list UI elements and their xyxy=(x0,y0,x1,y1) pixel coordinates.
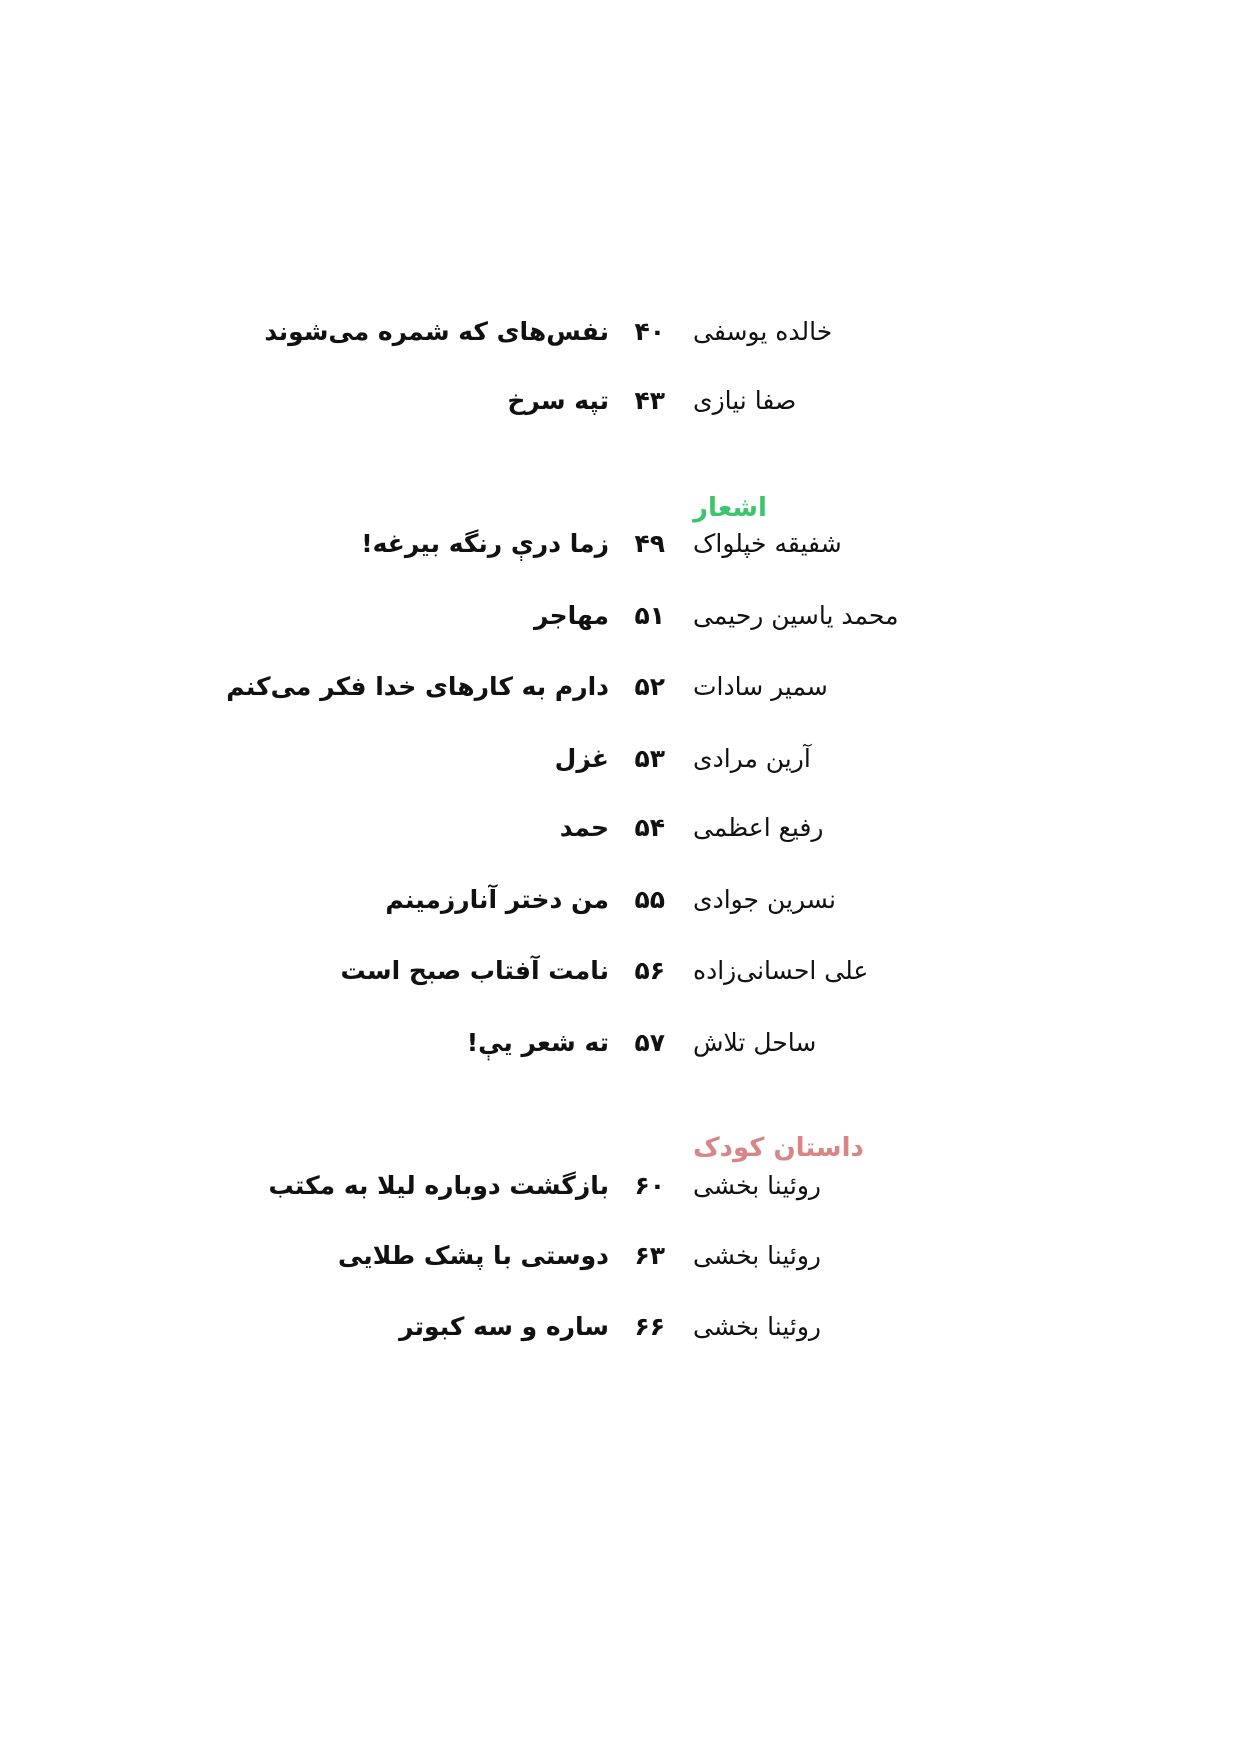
entry-author: روئینا بخشی xyxy=(693,1312,821,1341)
toc-entry xyxy=(0,1236,1241,1276)
toc-entry xyxy=(0,1166,1241,1206)
entry-page: ۴۹ xyxy=(634,529,665,558)
entry-title: من دختر آنارزمینم xyxy=(385,885,609,914)
entry-page: ۶۳ xyxy=(634,1241,665,1270)
entry-author: نسرین جوادی xyxy=(693,885,837,914)
entry-title: غزل xyxy=(554,744,609,773)
entry-title: تپه سرخ xyxy=(507,386,609,415)
entry-title: ساره و سه کبوتر xyxy=(399,1312,609,1341)
entry-page: ۴۳ xyxy=(634,386,665,415)
entry-author: روئینا بخشی xyxy=(693,1241,821,1270)
toc-entry xyxy=(0,1023,1241,1063)
entry-author: سمیر سادات xyxy=(693,672,828,701)
entry-page: ۴۰ xyxy=(634,317,665,346)
entry-title: ته شعر یې! xyxy=(466,1028,609,1057)
entry-author: محمد یاسین رحیمی xyxy=(693,601,899,630)
entry-page: ۶۶ xyxy=(634,1312,665,1341)
toc-entry xyxy=(0,951,1241,991)
toc-entry xyxy=(0,596,1241,636)
entry-title: نفس‌های که شمره می‌شوند xyxy=(264,317,609,346)
entry-page: ۵۳ xyxy=(634,744,665,773)
entry-page: ۵۶ xyxy=(634,956,665,985)
entry-title: دوستی با پشک طلایی xyxy=(338,1241,609,1270)
toc-entry xyxy=(0,667,1241,707)
section-heading-children-story: داستان کودک xyxy=(693,1133,864,1163)
toc-entry xyxy=(0,808,1241,848)
entry-author: خالده یوسفی xyxy=(693,317,833,346)
entry-page: ۶۰ xyxy=(634,1171,665,1200)
entry-title: زما درې رنگه بیرغه! xyxy=(361,529,609,558)
entry-title: دارم به کارهای خدا فکر می‌کنم xyxy=(226,672,609,701)
entry-author: صفا نیازی xyxy=(693,386,797,415)
toc-entry xyxy=(0,739,1241,779)
entry-title: نامت آفتاب صبح است xyxy=(340,956,609,985)
toc-entry xyxy=(0,312,1241,352)
entry-page: ۵۷ xyxy=(634,1028,665,1057)
entry-title: مهاجر xyxy=(534,601,609,630)
entry-title: حمد xyxy=(559,813,609,842)
entry-page: ۵۴ xyxy=(634,813,665,842)
entry-page: ۵۱ xyxy=(634,601,665,630)
toc-entry xyxy=(0,381,1241,421)
entry-page: ۵۲ xyxy=(634,672,665,701)
section-heading-poetry: اشعار xyxy=(693,493,767,523)
entry-author: شفیقه خپلواک xyxy=(693,529,842,558)
toc-entry xyxy=(0,880,1241,920)
entry-author: آرین مرادی xyxy=(693,744,811,773)
entry-author: علی احسانی‌زاده xyxy=(693,956,869,985)
entry-page: ۵۵ xyxy=(634,885,665,914)
entry-author: روئینا بخشی xyxy=(693,1171,821,1200)
toc-entry xyxy=(0,1307,1241,1347)
entry-author: ساحل تلاش xyxy=(693,1028,817,1057)
entry-author: رفیع اعظمی xyxy=(693,813,824,842)
entry-title: بازگشت دوباره لیلا به مکتب xyxy=(268,1171,609,1200)
toc-entry xyxy=(0,524,1241,564)
